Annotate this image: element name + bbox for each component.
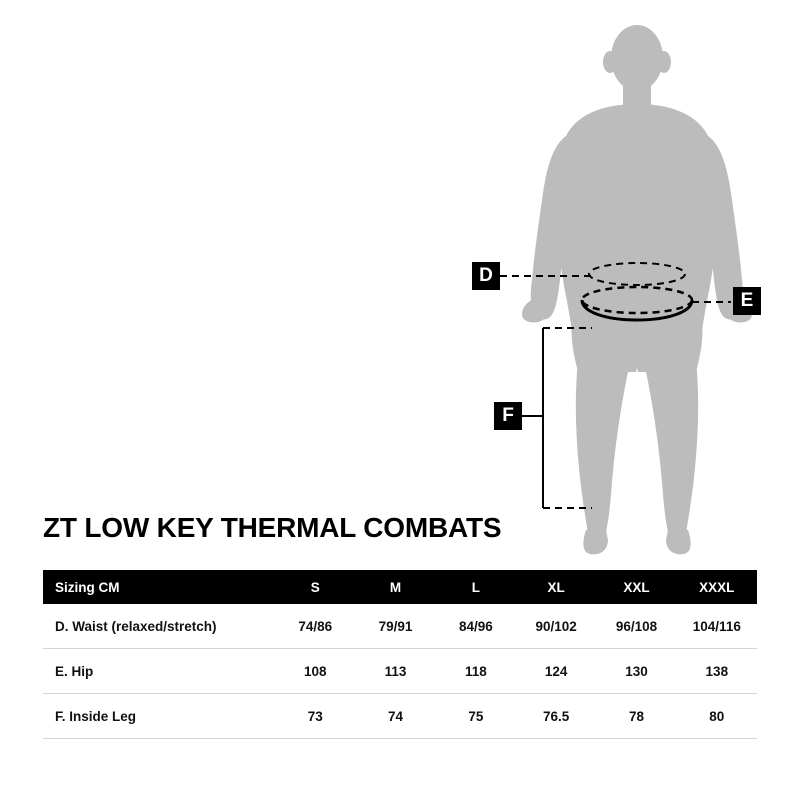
cell-waist-l: 84/96 (436, 604, 516, 649)
column-header-sizing: Sizing CM (43, 570, 275, 604)
cell-inside-leg-xl: 76.5 (516, 694, 596, 739)
cell-hip-s: 108 (275, 649, 355, 694)
column-header-xxxl: XXXL (677, 570, 757, 604)
cell-inside-leg-m: 74 (355, 694, 435, 739)
table-header-row (43, 570, 757, 604)
column-header-xxl: XXL (596, 570, 676, 604)
cell-hip-xxxl: 138 (677, 649, 757, 694)
row-label-hip: E. Hip (43, 649, 275, 694)
cell-hip-xxl: 130 (596, 649, 676, 694)
row-label-inside-leg: F. Inside Leg (43, 694, 275, 739)
marker-e: E (733, 287, 761, 315)
cell-inside-leg-s: 73 (275, 694, 355, 739)
sizing-table (43, 570, 757, 739)
column-header-m: M (355, 570, 435, 604)
cell-waist-m: 79/91 (355, 604, 435, 649)
cell-hip-m: 113 (355, 649, 435, 694)
cell-hip-xl: 124 (516, 649, 596, 694)
column-header-s: S (275, 570, 355, 604)
cell-inside-leg-xxl: 78 (596, 694, 676, 739)
column-header-l: L (436, 570, 516, 604)
cell-waist-s: 74/86 (275, 604, 355, 649)
table-row (43, 694, 757, 739)
cell-waist-xxl: 96/108 (596, 604, 676, 649)
page-title: ZT LOW KEY THERMAL COMBATS (43, 512, 502, 543)
cell-waist-xxxl: 104/116 (677, 604, 757, 649)
cell-inside-leg-l: 75 (436, 694, 516, 739)
column-header-xl: XL (516, 570, 596, 604)
cell-hip-l: 118 (436, 649, 516, 694)
cell-inside-leg-xxxl: 80 (677, 694, 757, 739)
row-label-waist: D. Waist (relaxed/stretch) (43, 604, 275, 649)
marker-f: F (494, 402, 522, 430)
marker-d: D (472, 262, 500, 290)
cell-waist-xl: 90/102 (516, 604, 596, 649)
table-row (43, 604, 757, 649)
table-row (43, 649, 757, 694)
